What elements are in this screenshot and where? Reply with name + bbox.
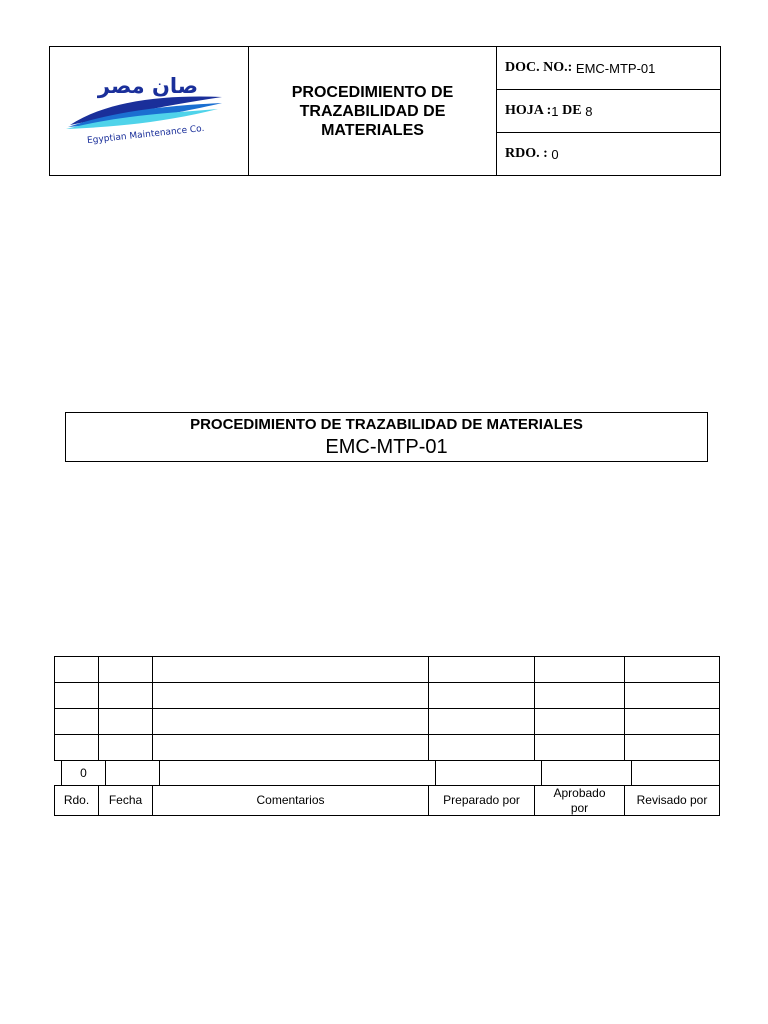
header-info xyxy=(497,47,720,175)
title-box-heading: PROCEDIMIENTO DE TRAZABILIDAD DE MATERIALES xyxy=(190,416,583,433)
column-header-approved: Aprobado por xyxy=(534,785,625,816)
table-cell xyxy=(152,734,429,761)
header-title: PROCEDIMIENTO DE TRAZABILIDAD DE MATERIALES xyxy=(249,47,497,175)
logo-cell xyxy=(50,47,249,175)
table-cell xyxy=(54,708,99,735)
table-cell xyxy=(624,682,720,709)
table-cell xyxy=(428,682,535,709)
table-cell xyxy=(98,708,153,735)
sheet-number: 1 xyxy=(551,103,559,119)
company-logo xyxy=(50,47,249,175)
sheet-row xyxy=(497,90,720,133)
table-cell xyxy=(428,708,535,735)
column-header-date: Fecha xyxy=(98,785,153,816)
table-cell xyxy=(624,656,720,683)
doc-number-label: DOC. NO.: xyxy=(505,60,573,75)
revision-entry-reviewed xyxy=(631,760,720,786)
table-cell xyxy=(152,682,429,709)
revision-value: 0 xyxy=(551,146,559,162)
logo-arabic-text: صان مصر xyxy=(97,74,199,98)
doc-number-value: EMC-MTP-01 xyxy=(575,60,656,76)
document-header xyxy=(49,46,721,176)
table-cell xyxy=(152,656,429,683)
revision-entry-approved xyxy=(541,760,632,786)
title-box xyxy=(65,412,708,462)
sheet-of-label: DE xyxy=(562,103,582,118)
table-cell xyxy=(98,682,153,709)
table-cell xyxy=(428,656,535,683)
table-cell xyxy=(534,734,625,761)
table-cell xyxy=(98,656,153,683)
table-cell xyxy=(534,682,625,709)
table-cell xyxy=(98,734,153,761)
table-cell xyxy=(152,708,429,735)
table-cell xyxy=(54,734,99,761)
table-cell xyxy=(428,734,535,761)
column-header-prepared: Preparado por xyxy=(428,785,535,816)
table-cell xyxy=(624,708,720,735)
revision-entry-comments xyxy=(159,760,436,786)
column-header-reviewed: Revisado por xyxy=(624,785,720,816)
sheet-total: 8 xyxy=(585,103,593,119)
revision-row xyxy=(497,133,720,175)
sheet-label: HOJA : xyxy=(505,103,552,118)
revision-entry-prepared xyxy=(435,760,542,786)
revision-entry-date xyxy=(105,760,160,786)
table-cell xyxy=(534,708,625,735)
logo-company-text: Egyptian Maintenance Co. xyxy=(86,123,205,147)
table-cell xyxy=(54,682,99,709)
table-cell xyxy=(54,656,99,683)
table-cell xyxy=(624,734,720,761)
doc-number-row xyxy=(497,47,720,90)
title-box-code: EMC-MTP-01 xyxy=(325,436,448,458)
revision-entry-rdo: 0 xyxy=(61,760,106,786)
revision-label: RDO. : xyxy=(505,146,548,161)
column-header-rdo: Rdo. xyxy=(54,785,99,816)
column-header-comments: Comentarios xyxy=(152,785,429,816)
table-cell xyxy=(534,656,625,683)
